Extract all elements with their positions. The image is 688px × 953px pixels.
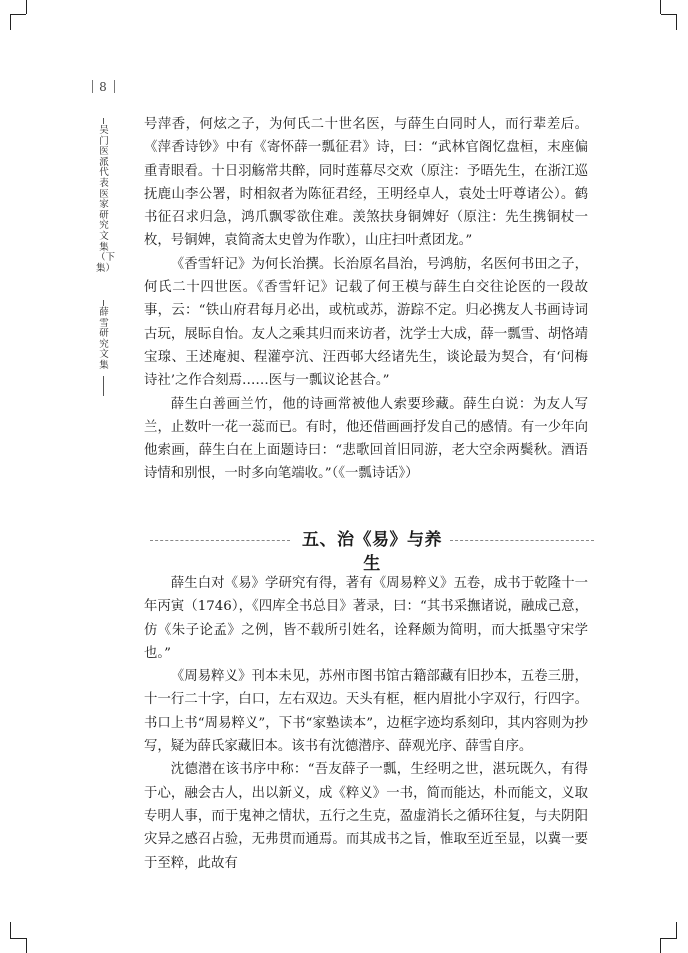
heading-rule-right: [450, 540, 594, 541]
crop-mark-top-right: [660, 0, 661, 14]
body-text-bottom: [144, 572, 588, 875]
crop-mark-bottom-left-inner: [26, 938, 27, 953]
page-number-bar-right: [114, 80, 115, 93]
crop-mark-bottom-right: [660, 938, 661, 953]
paragraph: 《周易粹义》刊本未见，苏州市图书馆古籍部藏有旧抄本，五卷三册，十一行二十字，白口，左右双边。天头有框，框内眉批小字双行，行四字。书口上书“周易粹义”，下书“家塾读本”，边框字迹均系刻印，其内容则为抄写，疑为薛氏家藏旧本。该书有沈德潜序、薛观光序、薛雪自序。: [144, 669, 588, 755]
page-number: 8: [99, 80, 107, 94]
paragraph: 《香雪轩记》为何长治撰。长治原名昌治，号鸿舫，名医何书田之子，何氏二十四世医。《香雪轩记》记载了何王模与薛生白交往论医的一段故事，云：“铁山府君每月必出，或杭或苏，游踪不定。归必携友人书画诗词古玩，展眎自怡。友人之乘其归而来访者，沈学士大成，薛一瓢雪、胡恪靖宝瑔、王述庵昶、程灌亭沆、汪西邨大经诸先生，谈论最为契合，有‘问梅诗社’之作合刻焉……医与一瓢议论甚合。”: [144, 256, 588, 389]
paragraph: 薛生白对《易》学研究有得，著有《周易粹义》五卷，成书于乾隆十一年丙寅（1746），《四库全书总目》著录，曰：“其书采撫诸说，融成己意，仿《朱子论孟》之例，皆不载所引姓名，诠释颇为简明，而大抵墨守宋学也。”: [144, 576, 588, 661]
section-heading: 五、治《易》与养生: [302, 530, 442, 574]
crop-mark-top-left: [10, 14, 11, 30]
side-rule-middle: [103, 300, 104, 306]
body-text-top: [144, 113, 588, 486]
volume-title: 薛雪研究文集: [99, 307, 109, 371]
crop-mark-bottom-right: [661, 938, 677, 939]
paragraph: 薛生白善画兰竹，他的诗画常被他人索要珍藏。薛生白说：为友人写兰，止数叶一花一蕊而已。有时，他还借画画抒发自己的感情。有一少年向他索画，薛生白在上面题诗曰：“悲歌回首旧同游，老大空余两鬓秋。酒语诗情和别恨，一时多向笔端收。”（《一瓢诗话》）: [144, 396, 588, 482]
side-rule-top: [103, 118, 104, 124]
crop-mark-top-right: [661, 14, 677, 15]
crop-mark-bottom-right: [676, 922, 677, 938]
paragraph: 号萍香，何炫之子，为何氏二十世名医，与薛生白同时人，而行辈差后。《萍香诗钞》中有《寄怀薛一瓢征君》诗，曰：“武林官阁忆盘桓，末座偏重青眼看。十日羽觞常共醉，同时莲幕尽交欢（原注：予晤先生，在浙江巡抚鹿山李公署，时相叙者为陈征君经，王明经卓人，袁处士吁尊诸公）。鹤书征召求归急，鸿爪飘零欲住难。羡煞扶身铜婢好（原注：先生携铜杖一枚，号铜婢，袁简斋太史曾为作歌），山庄扫叶煮团龙。”: [144, 117, 588, 249]
crop-mark-top-left-inner: [26, 0, 27, 14]
section-heading-row: [150, 528, 594, 574]
series-title: 吴门医派代表医家研究文集（下集）: [96, 125, 116, 274]
crop-mark-top-left: [10, 14, 26, 15]
heading-rule-left: [150, 540, 290, 541]
side-rule-bottom: [103, 376, 104, 396]
paragraph: 沈德潜在该书序中称：“吾友薛子一瓢，生经明之世，湛玩既久，有得于心，融会古人，出以新义，成《粹义》一书，简而能达，朴而能文，义取专明人事，而于鬼神之情状，五行之生克，盈虚消长之循环往复，与夫阴阳灾异之感召占验，无弗贯而通焉。而其成书之旨，惟取至近至显，以冀一要于至粹，此故有: [144, 762, 588, 871]
crop-mark-bottom-left: [10, 922, 11, 938]
crop-mark-bottom-left: [10, 938, 26, 939]
crop-mark-top-right: [676, 14, 677, 30]
